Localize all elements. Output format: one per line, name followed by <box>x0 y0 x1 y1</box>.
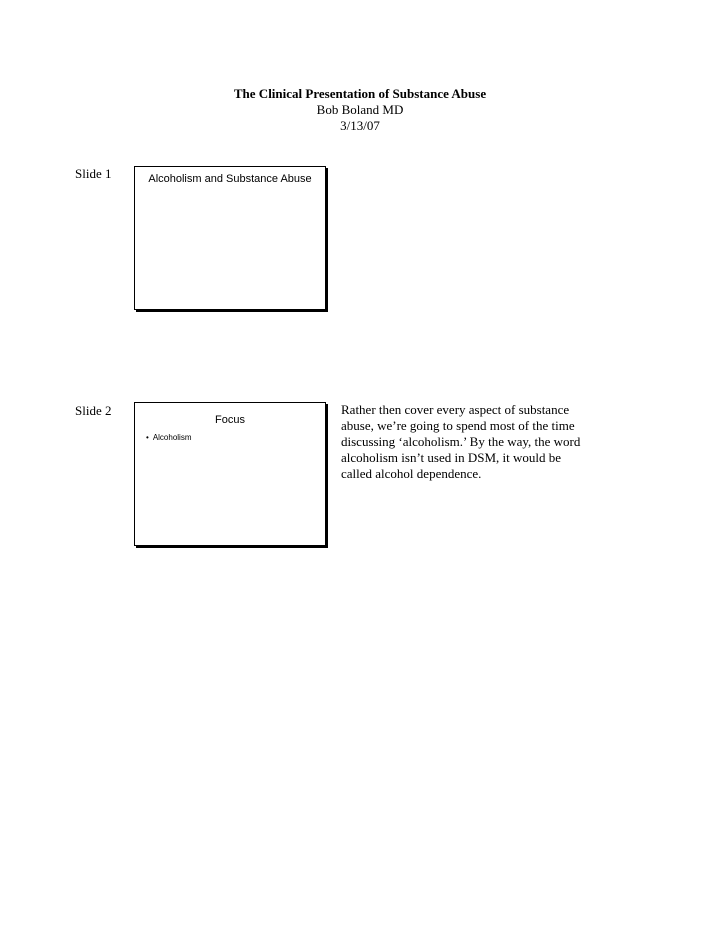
slide-2-title: Focus <box>215 414 245 426</box>
slide-1-thumbnail <box>134 166 326 310</box>
slide-1-label: Slide 1 <box>75 166 112 181</box>
document-title: The Clinical Presentation of Substance Abuse <box>233 86 487 101</box>
document-header <box>0 86 720 134</box>
slide-2-label: Slide 2 <box>75 403 112 418</box>
slide-2-bullet-item: • Alcoholism <box>146 433 325 443</box>
document-date: 3/13/07 <box>340 118 380 133</box>
slide-2-bullet-list <box>135 433 325 443</box>
slide-2-thumbnail <box>134 402 326 546</box>
document-author: Bob Boland MD <box>316 102 404 117</box>
slide-1-title: Alcoholism and Substance Abuse <box>148 173 312 185</box>
slide-2-notes: Rather then cover every aspect of substance abuse, we’re going to spend most of the time discussing ‘alcoholism.’ By the way, the word alcoholism isn’t used in DSM, it would be called alcohol dependence. <box>341 402 581 481</box>
